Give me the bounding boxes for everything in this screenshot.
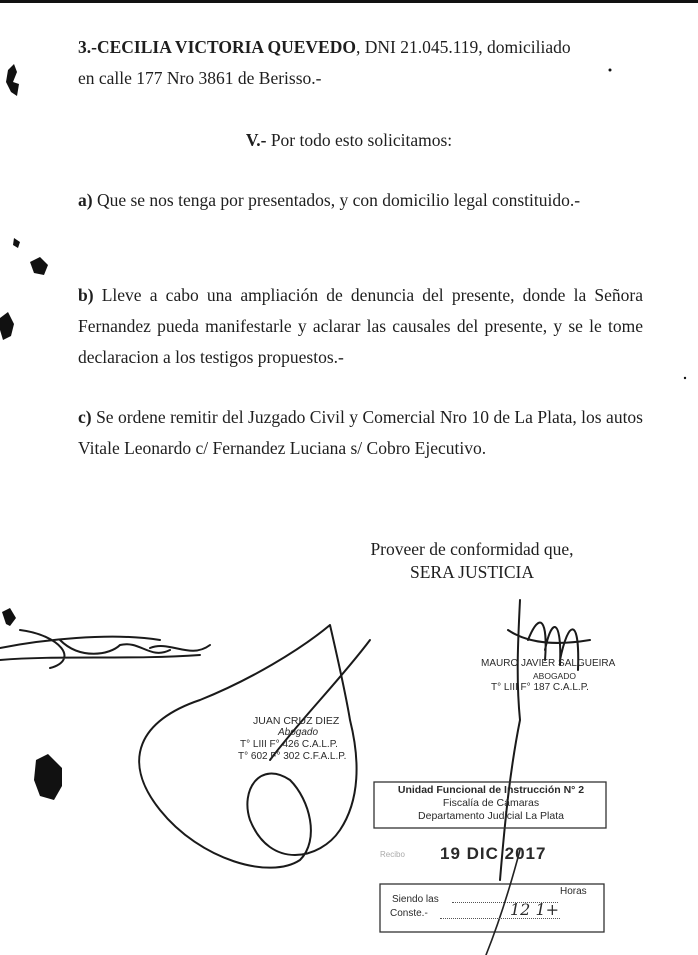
receipt-time: 12 1+ — [510, 900, 560, 919]
section-v-text: Por todo esto solicitamos: — [266, 130, 453, 150]
item-3-dni: , DNI 21.045.119, domiciliado — [355, 37, 571, 57]
item-3-name: 3.-CECILIA VICTORIA QUEVEDO — [78, 37, 356, 57]
receipt-conste: Conste.- — [390, 908, 428, 919]
right-stamp-title: ABOGADO — [533, 671, 576, 681]
receipt-siendo: Siendo las — [392, 894, 439, 905]
receipt-date-prefix: Recibo — [380, 850, 405, 859]
receipt-office: Fiscalía de Cámaras — [442, 797, 540, 809]
receipt-department: Departamento Judicial La Plata — [418, 810, 564, 822]
item-a-label: a) — [78, 190, 93, 210]
item-b-text: Lleve a cabo una ampliación de denuncia del presente, donde la Señora Fernandez pueda manifestarle y aclarar las causales del presente, y se le tome declaracion a los testigos propuestos.- — [78, 285, 643, 367]
closing-line-1: Proveer de conformidad que, — [370, 539, 574, 559]
left-lawyer-stamp — [238, 715, 346, 763]
right-signature — [500, 600, 590, 880]
left-stamp-title: Abogado — [278, 727, 319, 738]
section-v-label: V.- — [245, 130, 267, 150]
left-stamp-registry-1: T° LIII F° 426 C.A.L.P. — [240, 739, 338, 750]
right-stamp-name: MAURO JAVIER SALGUEIRA — [481, 658, 616, 669]
receipt-horas: Horas — [560, 886, 587, 897]
item-c-label: c) — [78, 407, 92, 427]
receipt-date: 19 DIC 2017 — [440, 844, 547, 863]
left-stamp-name: JUAN CRUZ DIEZ — [253, 715, 340, 727]
receipt-unit: Unidad Funcional de Instrucción N° 2 — [397, 784, 585, 796]
closing-line-2: SERA JUSTICIA — [410, 562, 534, 582]
item-a-text: Que se nos tenga por presentados, y con domicilio legal constituido.- — [92, 190, 581, 210]
receipt-stamp — [376, 784, 606, 823]
left-stamp-registry-2: T° 602 F° 302 C.F.A.L.P. — [238, 751, 347, 762]
right-lawyer-stamp — [481, 658, 615, 694]
right-stamp-registry: T° LIII F° 187 C.A.L.P. — [491, 682, 589, 693]
item-3-address: en calle 177 Nro 3861 de Berisso.- — [78, 68, 322, 88]
item-b-label: b) — [78, 285, 94, 305]
item-c-text: Se ordene remitir del Juzgado Civil y Comercial Nro 10 de La Plata, los autos Vitale Leonardo c/ Fernandez Luciana s/ Cobro Ejecutivo. — [78, 407, 643, 458]
